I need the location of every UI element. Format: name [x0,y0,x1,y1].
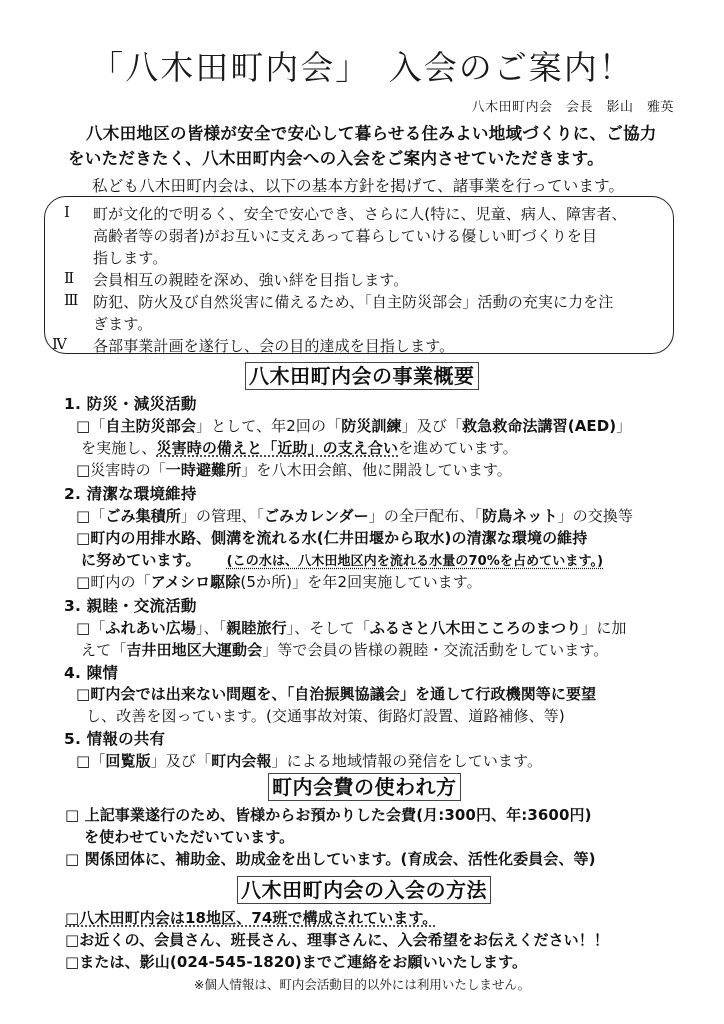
section-3-item-1-cont: えて「吉井田地区大運動会」等で会員の皆様の親睦・交流活動をしています。 [81,641,609,659]
fees-item-1: □ 上記事業遂行のため、皆様からお預かりした会費(月:300円、年:3600円) [65,806,592,824]
section-1-item-2: □災害時の「一時避難所」を八木田会館、他に開設しています。 [76,461,512,479]
policy-numeral-4: Ⅳ [52,335,67,353]
policy-numeral-1: Ⅰ [64,203,70,221]
policy-numeral-3: Ⅲ [64,291,79,309]
section-4-item-1: □町内会では出来ない問題を、「自治振興協議会」を通して行政機関等に要望 [76,685,597,703]
section-1-item-1-cont: を実施し、災害時の備えと「近助」の支え合いを進めています。 [81,439,518,457]
section-2-item-1: □「ごみ集積所」の管理、「ごみカレンダー」の全戸配布、「防鳥ネット」の交換等 [76,507,634,525]
section-2-item-2: □町内の用排水路、側溝を流れる水(仁井田堰から取水)の清潔な環境の維持 [76,529,588,547]
section-1-title: 1. 防災・減災活動 [64,395,197,413]
section-2-item-3: □町内の「アメシロ駆除(5か所)」を年2回実施しています。 [76,573,482,591]
policy-3-line-1: 防犯、防火及び自然災害に備えるため、「自主防災部会」活動の充実に力を注 [93,293,614,311]
join-item-1: □八木田町内会は18地区、74班で構成されています。 [65,909,438,927]
fees-item-1-cont: を使わせていただいています。 [84,828,295,846]
section-4-item-1-cont: し、改善を図っています。(交通事故対策、街路灯設置、道路補修、等) [86,707,565,725]
join-heading: 八木田町内会の入会の方法 [237,876,491,904]
page-title: 「八木田町内会」 入会のご案内！ [90,48,634,87]
policy-1-line-2: 高齢者等の弱者)がお互いに支えあって暮らしていける優しい町づくりを目 [93,227,598,245]
privacy-footnote: ※個人情報は、町内会活動目的以外には利用いたしません。 [193,977,531,992]
policy-lead: 私ども八木田町内会は、以下の基本方針を掲げて、諸事業を行っています。 [92,177,625,195]
section-1-item-1: □「自主防災部会」として、年2回の「防災訓練」及び「救急救命法講習(AED)」 [76,417,632,435]
fees-heading: 町内会費の使われ方 [268,773,461,801]
policy-2-line-1: 会員相互の親睦を深め、強い絆を目指します。 [93,271,409,289]
author-line: 八木田町内会 会長 影山 雅英 [471,100,674,115]
intro-line-2: をいただきたく、八木田町内会への入会をご案内させていただきます。 [68,149,604,168]
policy-1-line-1: 町が文化的で明るく、安全で安心でき、さらに人(特に、児童、病人、障害者、 [93,205,627,223]
fees-item-2: □ 関係団体に、補助金、助成金を出しています。(育成会、活性化委員会、等) [65,850,596,868]
section-2-item-2-cont: に努めています。 (この水は、八木田地区内を流れる水量の70%を占めています。) [81,551,604,569]
section-2-title: 2. 清潔な環境維持 [64,485,197,503]
section-5-title: 5. 情報の共有 [64,730,166,748]
overview-heading: 八木田町内会の事業概要 [245,362,479,390]
section-3-item-1: □「ふれあい広場」、「親睦旅行」、そして「ふるさと八木田こころのまつり」に加 [76,619,627,637]
section-5-item-1: □「回覧版」及び「町内会報」による地域情報の発信をしています。 [76,752,543,770]
join-item-2: □お近くの、会員さん、班長さん、理事さんに、入会希望をお伝えください！！ [65,931,609,949]
section-3-title: 3. 親睦・交流活動 [64,597,197,615]
join-item-3: □または、影山(024-545-1820)までご連絡をお願いいたします。 [65,953,528,971]
policy-4-line-1: 各部事業計画を遂行し、会の目的達成を目指します。 [93,337,455,355]
policy-1-line-3: 指します。 [93,249,168,267]
policy-numeral-2: Ⅱ [64,269,75,287]
policy-3-line-2: ぎます。 [93,315,153,333]
section-4-title: 4. 陳情 [64,664,119,682]
intro-line-1: 八木田地区の皆様が安全で安心して暮らせる住みよい地域づくりに、ご協力 [86,124,657,143]
